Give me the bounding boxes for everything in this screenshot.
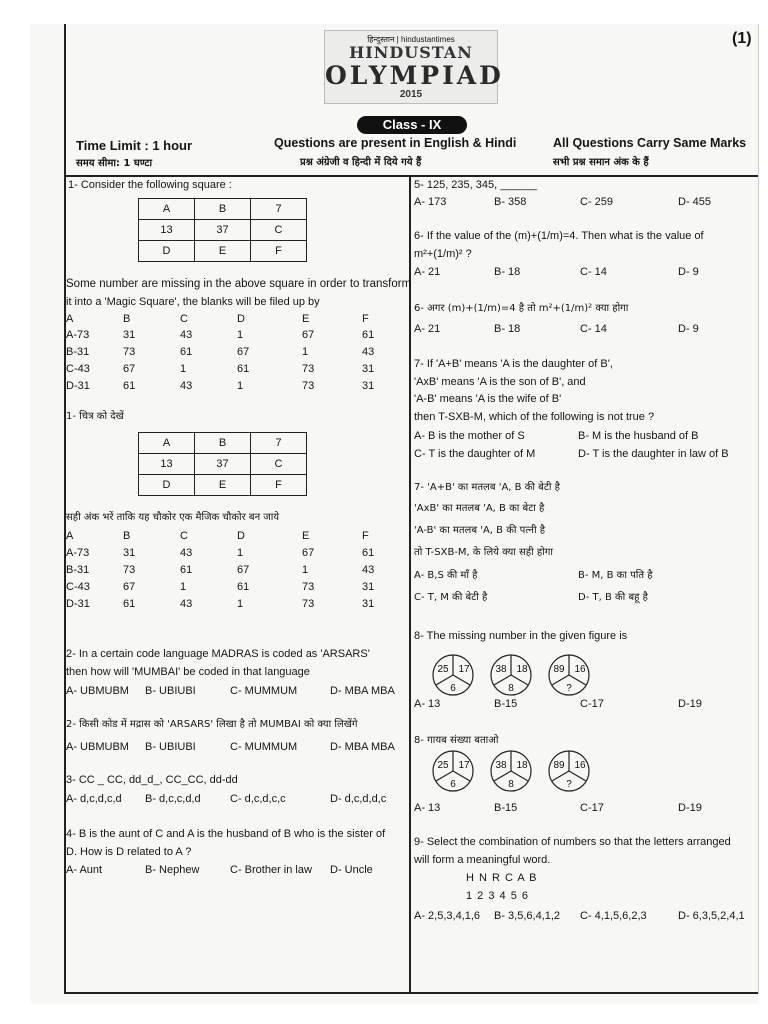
opt-cell: 31 [123, 547, 136, 559]
marks-note: All Questions Carry Same Marks [553, 136, 747, 150]
q7-option: A- B is the mother of S [414, 430, 525, 442]
circle-number: 89 [553, 760, 565, 771]
q4-option: A- Aunt [66, 864, 103, 876]
opt-cell: 61 [123, 598, 136, 610]
circle-number: 6 [450, 683, 456, 694]
q7-hindi-line: 'A-B' का मतलब 'A, B की पत्नी है [414, 525, 546, 536]
opt-cell: 1 [237, 380, 244, 392]
olympiad-logo [324, 30, 504, 104]
circle-number: 16 [574, 664, 586, 675]
opt-cell: 1 [237, 547, 244, 559]
class-badge: Class - IX [357, 116, 467, 134]
square-cell: 13 [139, 454, 195, 475]
q7-option: C- T is the daughter of M [414, 448, 536, 460]
q9-option: C- 4,1,5,6,2,3 [580, 910, 647, 922]
square-cell: F [251, 241, 307, 262]
circle-number: 18 [516, 664, 528, 675]
q2-option: A- UBMUBM [66, 741, 129, 753]
circle-number: 18 [516, 760, 528, 771]
circle-number: ? [566, 779, 572, 790]
circle-number: 38 [495, 664, 507, 675]
q8-option: C-17 [580, 698, 604, 710]
opt-cell: 67 [302, 547, 315, 559]
q6-text-line1: 6- If the value of the (m)+(1/m)=4. Then what is the value of [414, 230, 704, 242]
q8-option: A- 13 [414, 698, 441, 710]
q4-option: B- Nephew [145, 864, 200, 876]
opt-cell: 31 [362, 363, 375, 375]
q2-option: C- MUMMUM [230, 741, 298, 753]
q8-circle-figure [426, 654, 606, 696]
q8-circle-figure-hindi [426, 750, 606, 792]
opt-cell: 73 [302, 581, 315, 593]
logo-year: 2015 [399, 89, 423, 100]
q9-numbers: 1 2 3 4 5 6 [466, 890, 529, 902]
q9-option: B- 3,5,6,4,1,2 [494, 910, 561, 922]
opt-header: F [362, 530, 369, 542]
q5-option: A- 173 [414, 196, 447, 208]
q7-option: B- M is the husband of B [578, 430, 699, 442]
opt-cell: 43 [362, 346, 375, 358]
q7-line: then T-SXB-M, which of the following is not true ? [414, 411, 655, 423]
opt-cell: 1 [302, 346, 309, 358]
opt-cell: 61 [237, 581, 250, 593]
logo-brand: हिन्दुस्तान | hindustantimes [367, 35, 455, 44]
opt-cell: 61 [123, 380, 136, 392]
q2-text-line1: 2- In a certain code language MADRAS is coded as 'ARSARS' [66, 648, 370, 660]
q8-text: 8- The missing number in the given figure is [414, 630, 628, 642]
q8-option: C-17 [580, 802, 604, 814]
opt-cell: 43 [180, 380, 193, 392]
square-cell: E [195, 475, 251, 496]
circle-number: 17 [458, 760, 470, 771]
square-cell: 37 [195, 454, 251, 475]
q9-option: A- 2,5,3,4,1,6 [414, 910, 481, 922]
circle-number: 16 [574, 760, 586, 771]
circle-number: 89 [553, 664, 565, 675]
q3-option: A- d,c,d,c,d [66, 793, 122, 805]
opt-cell: 31 [362, 581, 375, 593]
opt-header: A [66, 530, 74, 542]
opt-cell: 1 [237, 329, 244, 341]
language-note-hindi: प्रश्न अंग्रेजी व हिन्दी में दिये गये हैं [300, 157, 422, 168]
q5-option: C- 259 [580, 196, 614, 208]
q7-hindi-option: C- T, M की बेटी है [414, 592, 488, 603]
logo-line1: HINDUSTAN [349, 43, 473, 62]
q9-text-line1: 9- Select the combination of numbers so that the letters arranged [414, 836, 731, 848]
square-cell: C [251, 220, 307, 241]
q6-option: D- 9 [678, 323, 699, 335]
opt-cell: D-31 [66, 598, 90, 610]
q6-option: D- 9 [678, 266, 699, 278]
q7-hindi-option: D- T, B की बहू है [578, 592, 648, 603]
circle-number: 25 [437, 664, 449, 675]
q2-text-line2: then how will 'MUMBAI' be coded in that language [66, 666, 310, 678]
q4-option: C- Brother in law [230, 864, 312, 876]
opt-header: D [237, 313, 245, 325]
q3-option: D- d,c,d,d,c [330, 793, 387, 805]
opt-cell: 73 [123, 564, 136, 576]
q8-hindi-text: 8- गायब संख्या बताओ [414, 735, 499, 746]
square-cell: F [251, 475, 307, 496]
circle-number: 8 [508, 779, 514, 790]
opt-cell: 61 [237, 363, 250, 375]
q7-line: 'AxB' means 'A is the son of B', and [414, 376, 586, 388]
circle-number: 8 [508, 683, 514, 694]
q4-option: D- Uncle [330, 864, 373, 876]
circle-number: 6 [450, 779, 456, 790]
q4-text-line2: D. How is D related to A ? [66, 846, 192, 858]
opt-header: F [362, 313, 369, 325]
q1-hindi-title: 1- चित्र को देखें [66, 411, 124, 422]
q5-text: 5- 125, 235, 345, ______ [414, 179, 537, 191]
opt-cell: A-73 [66, 547, 90, 559]
opt-cell: 1 [237, 598, 244, 610]
column-divider [409, 175, 411, 993]
q6-option: A- 21 [414, 323, 441, 335]
q1-title: 1- Consider the following square : [68, 179, 232, 191]
opt-cell: D-31 [66, 380, 90, 392]
frame-right-border [758, 24, 759, 994]
circle-number: 38 [495, 760, 507, 771]
q3-option: B- d,c,c,d,d [145, 793, 201, 805]
square-cell: 37 [195, 220, 251, 241]
q1-hindi-text: सही अंक भरें ताकि यह चौकोर एक मैजिक चौकोर बन जाये [66, 512, 280, 523]
q7-hindi-option: A- B,S की माँ है [414, 570, 478, 581]
opt-cell: 43 [362, 564, 375, 576]
opt-cell: 31 [362, 598, 375, 610]
opt-cell: C-43 [66, 363, 90, 375]
opt-cell: A-73 [66, 329, 90, 341]
q6-option: A- 21 [414, 266, 441, 278]
language-note: Questions are present in English & Hindi [274, 136, 517, 150]
q1-text-line1: Some number are missing in the above square in order to transform [66, 278, 412, 290]
magic-square-table [138, 198, 307, 262]
opt-cell: 67 [123, 363, 136, 375]
opt-cell: 67 [237, 346, 250, 358]
square-cell: B [195, 199, 251, 220]
q4-text-line1: 4- B is the aunt of C and A is the husband of B who is the sister of [66, 828, 386, 840]
opt-cell: 1 [180, 363, 187, 375]
q7-hindi-option: B- M, B का पति है [578, 570, 653, 581]
opt-header: A [66, 313, 74, 325]
circle-number: ? [566, 683, 572, 694]
marks-note-hindi: सभी प्रश्न समान अंक के हैं [553, 157, 649, 168]
square-cell: 7 [251, 433, 307, 454]
opt-cell: 43 [180, 598, 193, 610]
page-number: (1) [732, 30, 752, 47]
q2-hindi-text: 2- किसी कोड में मद्रास को 'ARSARS' लिखा है तो MUMBAI को क्या लिखेंगे [66, 719, 358, 730]
q1-text-line2: it into a 'Magic Square', the blanks will be filed up by [66, 296, 320, 308]
square-cell: D [139, 475, 195, 496]
q3-text: 3- CC _ CC, dd_d_, CC_CC, dd-dd [66, 774, 238, 786]
time-limit-hindi: समय सीमा: 1 घण्टा [76, 158, 153, 169]
opt-cell: 43 [180, 329, 193, 341]
time-limit: Time Limit : 1 hour [76, 138, 193, 153]
q7-line: 7- If 'A+B' means 'A is the daughter of B', [414, 358, 613, 370]
opt-cell: 61 [180, 346, 193, 358]
header-divider [64, 175, 758, 177]
q2-option: D- MBA MBA [330, 685, 395, 697]
square-cell: D [139, 241, 195, 262]
q9-letters: H N R C A B [466, 872, 538, 884]
opt-header: E [302, 313, 310, 325]
q2-option: B- UBIUBI [145, 685, 196, 697]
q6-option: B- 18 [494, 323, 521, 335]
q6-option: B- 18 [494, 266, 521, 278]
opt-cell: 67 [237, 564, 250, 576]
q6-option: C- 14 [580, 266, 607, 278]
square-cell: 7 [251, 199, 307, 220]
q8-option: D-19 [678, 802, 702, 814]
opt-header: B [123, 530, 131, 542]
opt-cell: C-43 [66, 581, 90, 593]
opt-cell: 43 [180, 547, 193, 559]
q8-option: A- 13 [414, 802, 441, 814]
opt-header: C [180, 530, 188, 542]
q7-hindi-line: तो T-SXB-M, के लिये क्या सही होगा [414, 547, 554, 558]
opt-cell: 31 [123, 329, 136, 341]
square-cell: 13 [139, 220, 195, 241]
opt-cell: B-31 [66, 564, 90, 576]
circle-number: 17 [458, 664, 470, 675]
opt-cell: 61 [362, 329, 375, 341]
q6-option: C- 14 [580, 323, 607, 335]
q7-hindi-line: 7- 'A+B' का मतलब 'A, B की बेटी है [414, 482, 560, 493]
q6-text-line2: m²+(1/m)² ? [414, 248, 472, 260]
square-cell: C [251, 454, 307, 475]
square-cell: A [139, 199, 195, 220]
q8-option: B-15 [494, 802, 518, 814]
square-cell: B [195, 433, 251, 454]
circle-number: 25 [437, 760, 449, 771]
opt-cell: 61 [362, 547, 375, 559]
opt-cell: 73 [123, 346, 136, 358]
q8-option: B-15 [494, 698, 518, 710]
square-cell: E [195, 241, 251, 262]
q5-option: D- 455 [678, 196, 712, 208]
q2-option: C- MUMMUM [230, 685, 298, 697]
q5-option: B- 358 [494, 196, 527, 208]
opt-header: E [302, 530, 310, 542]
q2-option: D- MBA MBA [330, 741, 395, 753]
opt-header: D [237, 530, 245, 542]
q9-option: D- 6,3,5,2,4,1 [678, 910, 745, 922]
opt-cell: 31 [362, 380, 375, 392]
opt-header: B [123, 313, 131, 325]
q7-option: D- T is the daughter in law of B [578, 448, 729, 460]
frame-bottom-border [64, 992, 758, 994]
opt-cell: 73 [302, 598, 315, 610]
q7-line: 'A-B' means 'A is the wife of B' [414, 393, 562, 405]
q8-option: D-19 [678, 698, 702, 710]
q7-hindi-line: 'AxB' का मतलब 'A, B का बेटा है [414, 503, 545, 514]
opt-cell: 61 [180, 564, 193, 576]
q2-option: B- UBIUBI [145, 741, 196, 753]
opt-cell: 73 [302, 363, 315, 375]
opt-cell: 1 [180, 581, 187, 593]
opt-cell: 1 [302, 564, 309, 576]
square-cell: A [139, 433, 195, 454]
q2-option: A- UBMUBM [66, 685, 129, 697]
opt-cell: 67 [123, 581, 136, 593]
opt-cell: 67 [302, 329, 315, 341]
q3-option: C- d,c,d,c,c [230, 793, 286, 805]
magic-square-table-hindi [138, 432, 307, 496]
logo-line2: OLYMPIAD [325, 61, 504, 90]
opt-cell: B-31 [66, 346, 90, 358]
q9-text-line2: will form a meaningful word. [414, 854, 551, 866]
opt-cell: 73 [302, 380, 315, 392]
opt-header: C [180, 313, 188, 325]
q6-hindi-text: 6- अगर (m)+(1/m)=4 है तो m²+(1/m)² क्या होगा [414, 303, 629, 314]
